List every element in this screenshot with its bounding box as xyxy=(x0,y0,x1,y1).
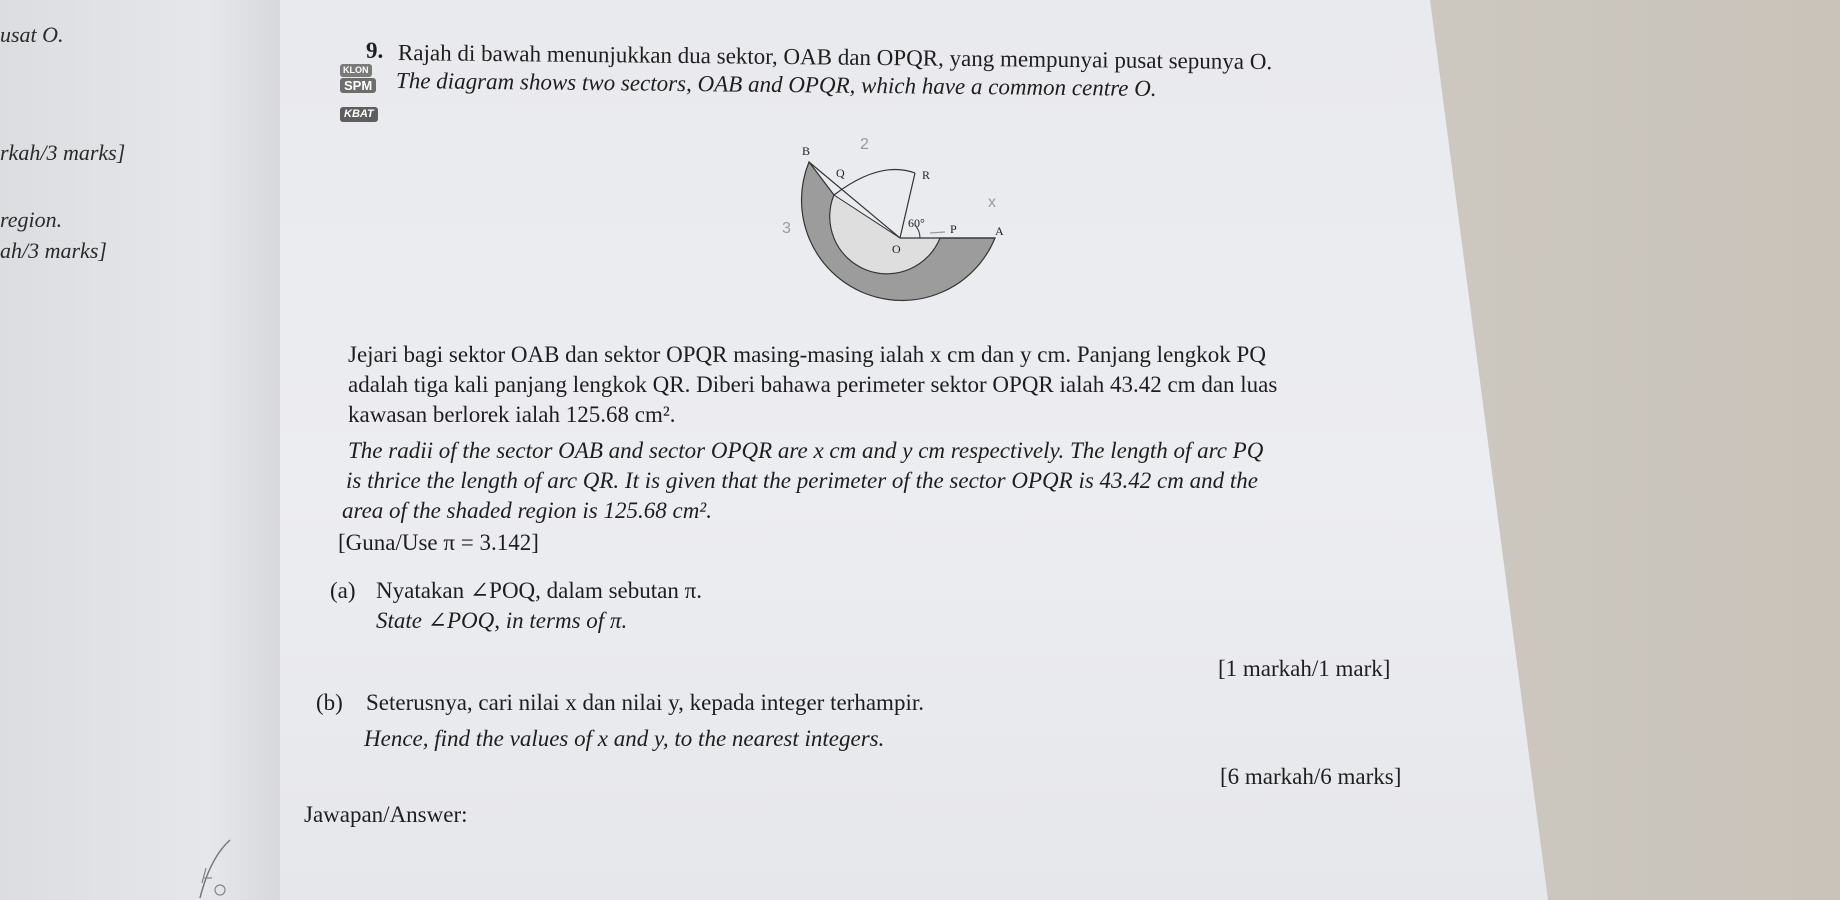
body-malay-line-1: Jejari bagi sektor OAB dan sektor OPQR masing-masing ialah x cm dan y cm. Panjang lengkok PQ xyxy=(348,342,1266,367)
shaded-region xyxy=(802,162,995,300)
body-malay-line-3: kawasan berlorek ialah 125.68 cm². xyxy=(348,402,676,427)
use-pi-note: [Guna/Use π = 3.142] xyxy=(338,530,539,555)
part-a-marks: [1 markah/1 mark] xyxy=(1218,656,1391,681)
label-o: O xyxy=(892,242,901,256)
body-malay-line-2: adalah tiga kali panjang lengkok QR. Diberi bahawa perimeter sektor OPQR ialah 43.42 cm dan luas xyxy=(348,372,1278,397)
pencil-mark-x: x xyxy=(988,194,996,211)
left-margin-text-2: rkah/3 marks] xyxy=(0,140,126,165)
arc-qr xyxy=(834,169,915,195)
label-q: Q xyxy=(836,166,845,180)
spm-badge: SPM xyxy=(340,78,376,93)
part-b-label: (b) xyxy=(316,690,343,715)
left-margin-text-4: ah/3 marks] xyxy=(0,238,107,263)
part-b-english: Hence, find the values of x and y, to the nearest integers. xyxy=(364,726,885,751)
pencil-sketch xyxy=(190,838,270,898)
left-margin-text-3: region. xyxy=(0,207,63,232)
kbat-badge: KBAT xyxy=(340,107,378,122)
label-b: B xyxy=(802,144,811,158)
question-intro-malay: Rajah di bawah menunjukkan dua sektor, OAB dan OPQR, yang mempunyai pusat sepunya O. xyxy=(397,40,1273,75)
label-p: P xyxy=(950,222,957,236)
part-b-malay: Seterusnya, cari nilai x dan nilai y, kepada integer terhampir. xyxy=(366,690,924,715)
body-english-line-1: The radii of the sector OAB and sector OPQR are x cm and y cm respectively. The length of arc PQ xyxy=(348,438,1264,463)
label-angle: 60° xyxy=(908,216,925,230)
question-number: 9. xyxy=(366,38,384,63)
body-english-line-3: area of the shaded region is 125.68 cm². xyxy=(342,498,712,523)
part-a-label: (a) xyxy=(330,578,356,603)
label-r: R xyxy=(922,168,931,182)
label-a: A xyxy=(995,224,1004,238)
pencil-mark-2: 2 xyxy=(860,136,869,153)
left-margin-text-1: usat O. xyxy=(0,22,64,47)
pencil-mark-3: 3 xyxy=(782,220,791,237)
sector-diagram xyxy=(740,135,1030,350)
klon-badge: KLON xyxy=(340,64,372,77)
part-b-marks: [6 markah/6 marks] xyxy=(1220,764,1402,789)
answer-label: Jawapan/Answer: xyxy=(304,802,468,827)
question-intro-english: The diagram shows two sectors, OAB and OPQR, which have a common centre O. xyxy=(395,68,1157,101)
part-a-english: State ∠POQ, in terms of π. xyxy=(376,608,628,633)
part-a-malay: Nyatakan ∠POQ, dalam sebutan π. xyxy=(376,578,702,603)
left-page xyxy=(0,0,300,900)
pencil-arrow xyxy=(930,232,945,233)
body-english-line-2: is thrice the length of arc QR. It is given that the perimeter of the sector OPQR is 43.42 cm and the xyxy=(346,468,1258,493)
